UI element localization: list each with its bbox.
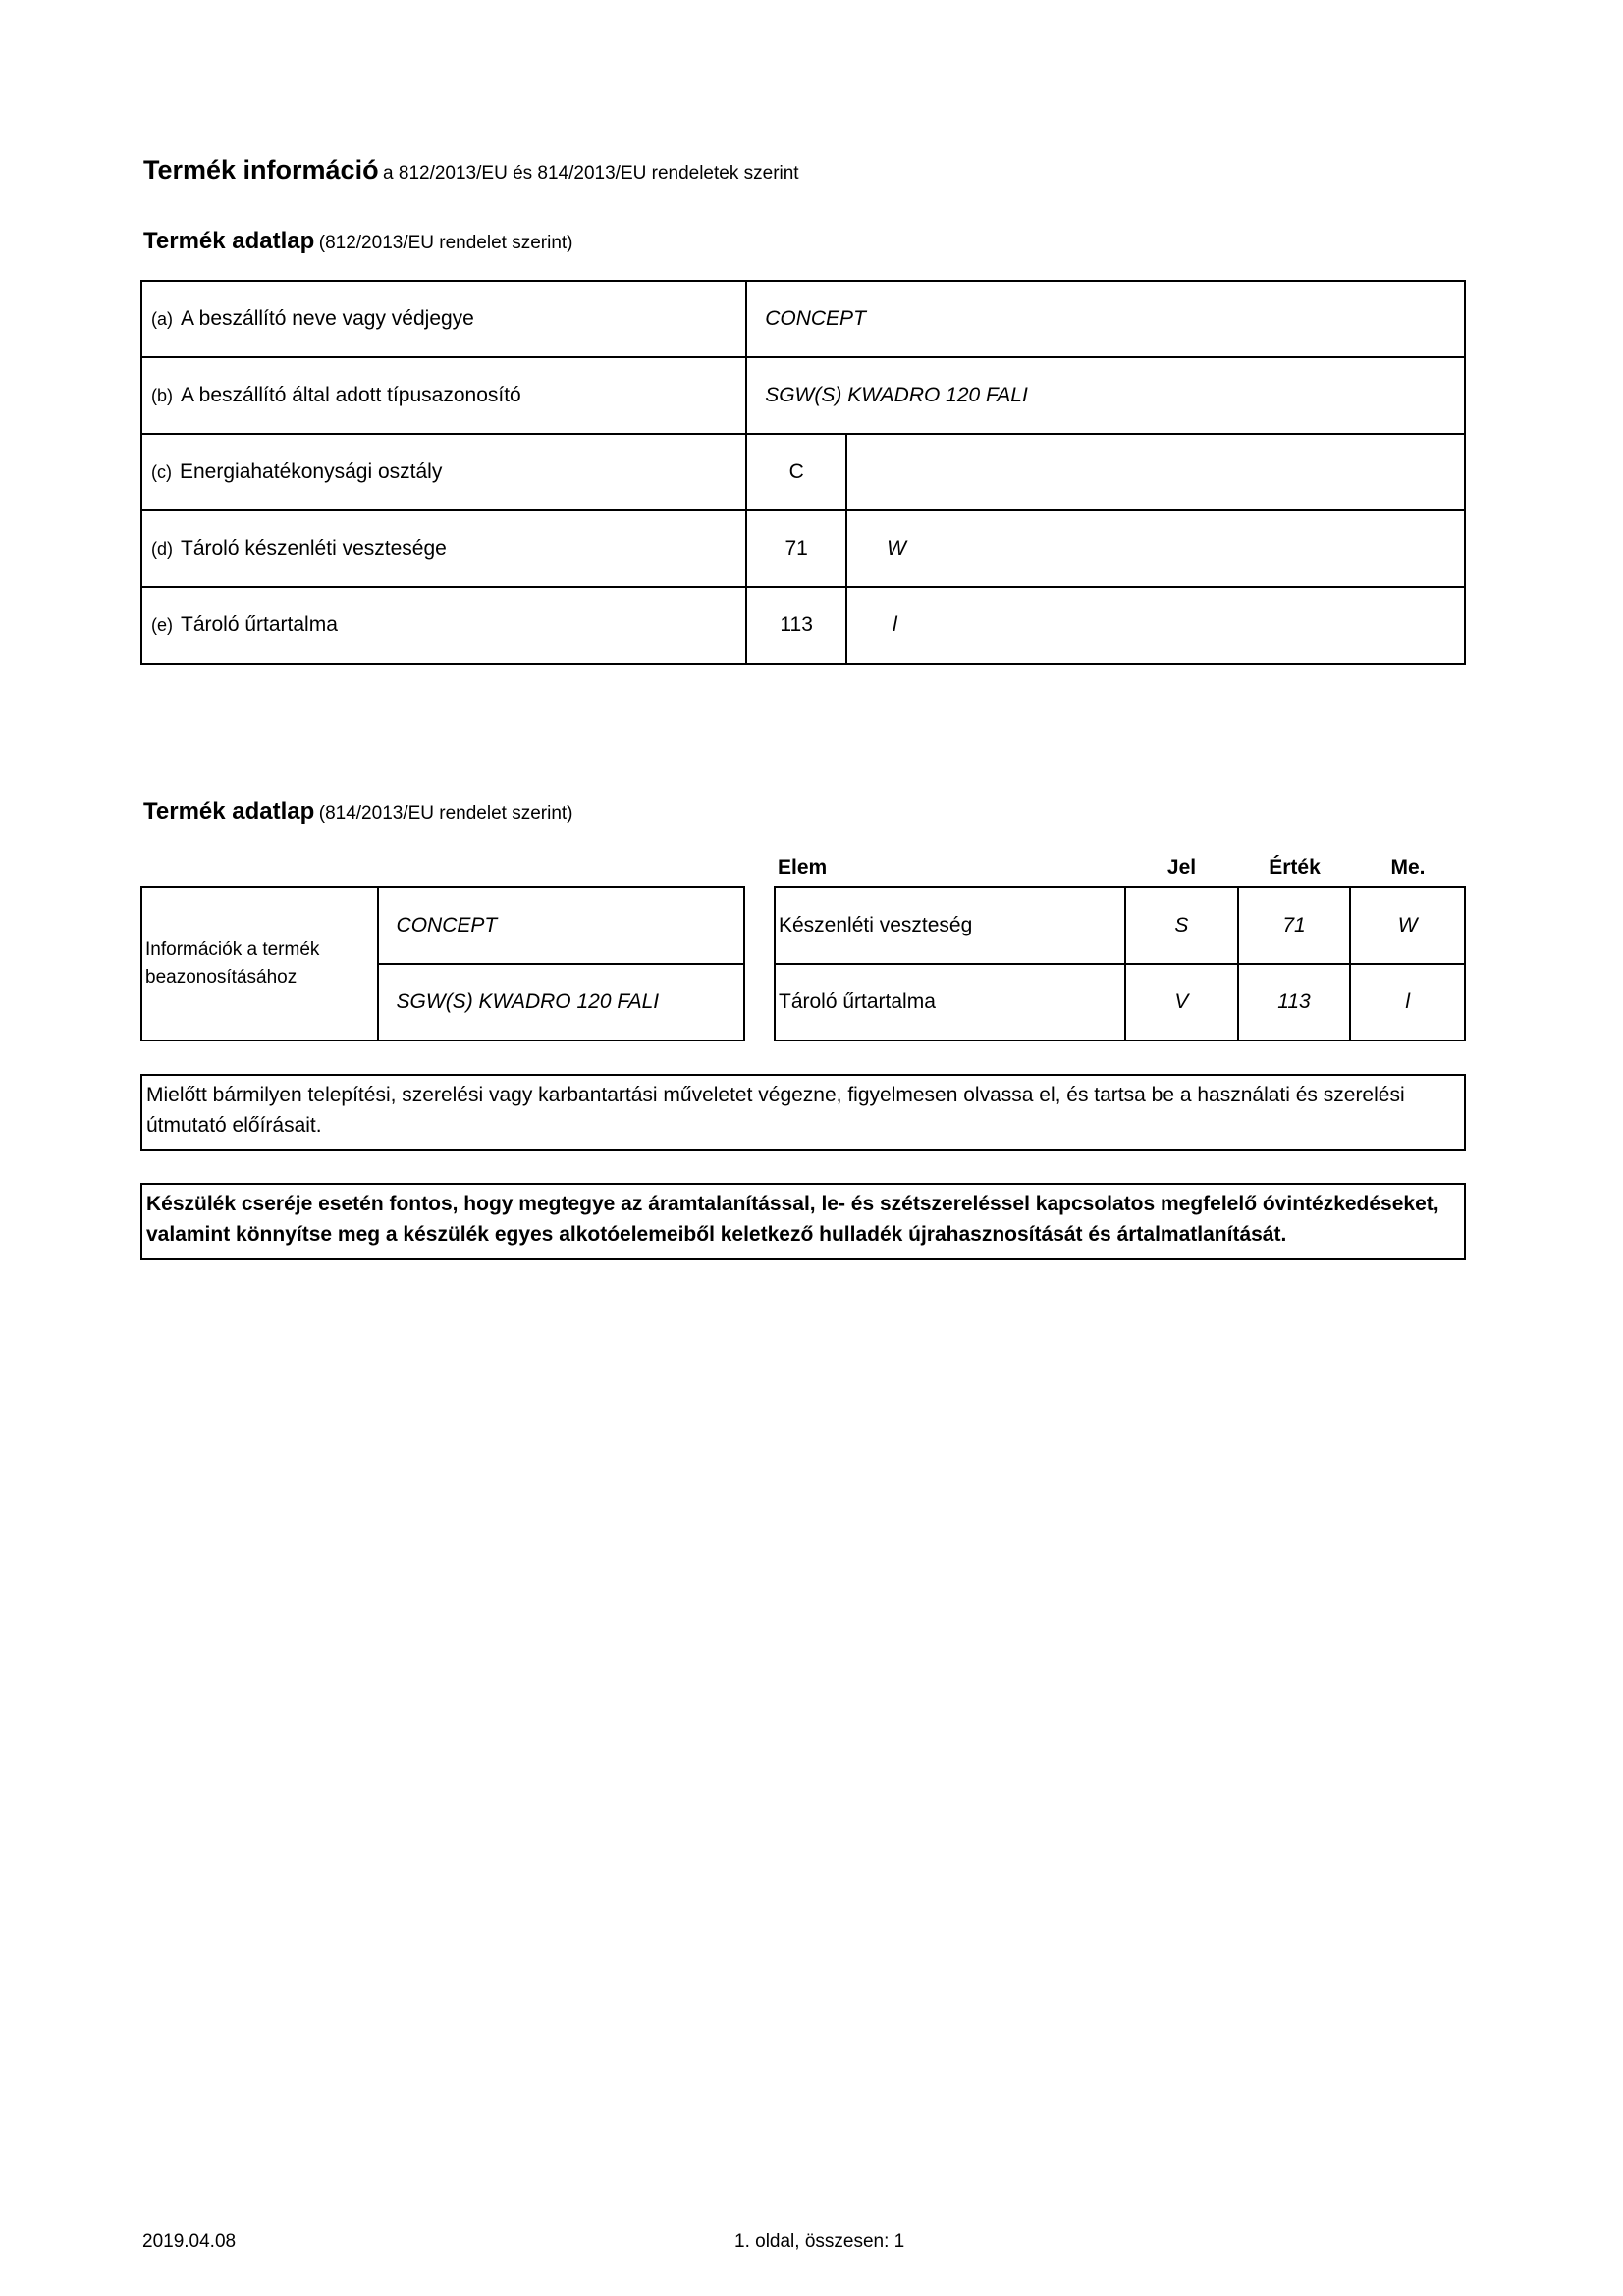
sheet1-table <box>140 280 1466 665</box>
sheet1-label-cell <box>141 587 746 664</box>
energy-class-unit <box>846 434 1465 510</box>
replacement-note: Készülék cseréje esetén fontos, hogy megtegye az áramtalanítással, le- és szétszereléssel kapcsolatos megfelelő óvintézkedéseket, valamint könnyítse meg a készülék egyes alkotóelemeiből keletkező hulladék újrahasznosítását és ártalmatlanítását. <box>140 1183 1466 1260</box>
sheet1-label-cell <box>141 434 746 510</box>
sheet1-label-cell <box>141 510 746 587</box>
row-label: Tároló űrtartalma <box>181 614 338 636</box>
sheet1-row-model <box>141 357 1465 434</box>
sheet1-row-standby-loss <box>141 510 1465 587</box>
row-label: A beszállító által adott típusazonosító <box>181 384 521 406</box>
row-label: A beszállító neve vagy védjegye <box>181 307 474 330</box>
footer-date: 2019.04.08 <box>142 2231 237 2252</box>
sheet1-label-cell <box>141 357 746 434</box>
param-ertek: 113 <box>1238 964 1351 1041</box>
sheet2-heading <box>143 798 573 826</box>
sheet2-subtitle: (814/2013/EU rendelet szerint) <box>318 803 573 824</box>
col-header-me: Me. <box>1390 856 1426 879</box>
volume-unit: l <box>846 587 1465 664</box>
warning-note: Mielőtt bármilyen telepítési, szerelési vagy karbantartási műveletet végezne, figyelmesen olvassa el, és tartsa be a használati és szerelési útmutató előírásait. <box>140 1074 1466 1151</box>
sheet1-row-supplier <box>141 281 1465 357</box>
row-letter: (e) <box>151 615 173 635</box>
page-subtitle: a 812/2013/EU és 814/2013/EU rendeletek szerint <box>383 163 799 184</box>
param-row-volume <box>775 964 1465 1041</box>
param-jel: V <box>1125 964 1238 1041</box>
col-header-elem: Elem <box>778 856 828 879</box>
sheet1-title: Termék adatlap <box>143 228 315 254</box>
row-letter: (d) <box>151 539 173 559</box>
row-label: Tároló készenléti vesztesége <box>181 537 447 560</box>
volume-value: 113 <box>746 587 846 664</box>
identification-table <box>140 886 745 1041</box>
page-heading <box>143 155 799 186</box>
row-letter: (b) <box>151 386 173 405</box>
param-me: W <box>1350 887 1465 964</box>
param-elem: Tároló űrtartalma <box>775 964 1125 1041</box>
row-letter: (c) <box>151 462 172 482</box>
sheet1-row-energy-class <box>141 434 1465 510</box>
standby-loss-unit: W <box>846 510 1465 587</box>
sheet1-label-cell <box>141 281 746 357</box>
supplier-value: CONCEPT <box>746 281 1465 357</box>
param-row-standby-loss <box>775 887 1465 964</box>
page-title: Termék információ <box>143 155 379 185</box>
identification-model: SGW(S) KWADRO 120 FALI <box>378 964 744 1041</box>
param-me: l <box>1350 964 1465 1041</box>
sheet2-title: Termék adatlap <box>143 798 315 825</box>
row-label: Energiahatékonysági osztály <box>180 460 443 483</box>
model-value: SGW(S) KWADRO 120 FALI <box>746 357 1465 434</box>
sheet1-subtitle: (812/2013/EU rendelet szerint) <box>318 233 573 253</box>
row-letter: (a) <box>151 309 173 329</box>
identification-supplier: CONCEPT <box>378 887 744 964</box>
param-elem: Készenléti veszteség <box>775 887 1125 964</box>
energy-class-value: C <box>746 434 846 510</box>
sheet1-row-volume <box>141 587 1465 664</box>
footer-page-number: 1. oldal, összesen: 1 <box>734 2231 905 2252</box>
standby-loss-value: 71 <box>746 510 846 587</box>
identification-label: Információk a termék beazonosításához <box>141 887 378 1041</box>
parameters-table <box>774 886 1466 1041</box>
sheet1-heading <box>143 228 573 255</box>
col-header-ertek: Érték <box>1269 856 1321 879</box>
param-ertek: 71 <box>1238 887 1351 964</box>
param-jel: S <box>1125 887 1238 964</box>
col-header-jel: Jel <box>1166 856 1197 879</box>
